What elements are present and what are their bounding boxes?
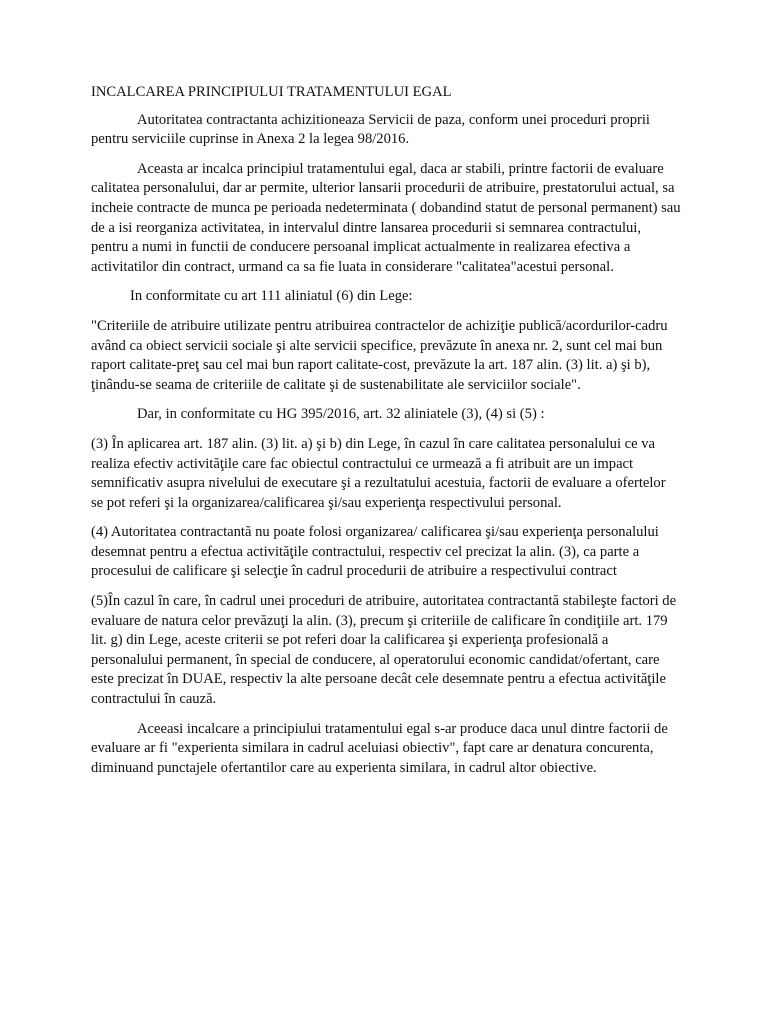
- paragraph-hg-reference: Dar, in conformitate cu HG 395/2016, art. 32 aliniatele (3), (4) si (5) :: [137, 406, 545, 423]
- paragraph-argument: Aceasta ar incalca principiul tratamentului egal, daca ar stabili, printre factorii de evaluare calitatea personalului, dar ar permite, ulterior lansarii procedurii de atribuire, prestatorului actual, sa incheie contracte de munca pe perioada nedeterminata ( dobandind statut de personal permanent) sau de a isi reorganiza activitatea, in intervalul dintre lansarea procedurii si semnarea contractului, pentru a numi in functii de conducere persoanal implicat actualmente in realizarea efectiva a activitatilor din contract, urmand ca sa fie luata in considerare "calitatea"acestui personal.: [91, 160, 681, 275]
- paragraph-law-reference: In conformitate cu art 111 aliniatul (6) din Lege:: [130, 288, 413, 305]
- paragraph-conclusion: Aceeasi incalcare a principiului tratamentului egal s-ar produce daca unul dintre factorii de evaluare ar fi "experienta similara in cadrul aceluiasi obiectiv", fapt care ar denatura concurenta, diminuand punctajele ofertantilor care au experienta similara, in cadrul altor obiective.: [91, 720, 668, 776]
- paragraph-article-5: (5)În cazul în care, în cadrul unei proceduri de atribuire, autoritatea contractantă stabileşte factori de evaluare de natura celor prevăzuţi la alin. (3), precum şi criteriile de calificare în condiţiile art. 179 lit. g) din Lege, aceste criterii se pot referi doar la calificarea şi experienţa profesională a personalului permanent, în special de conducere, al operatorului economic candidat/ofertant, care este precizat în DUAE, respectiv la alte persoane decât cele desemnate pentru a efectua activităţile contractului în cauză.: [91, 593, 677, 708]
- paragraph-article-4: (4) Autoritatea contractantă nu poate folosi organizarea/ calificarea şi/sau experienţa personalului desemnat pentru a efectua activităţile contractului, respectiv cel precizat la alin. (3), ca parte a procesului de calificare şi selecţie în cadrul procedurii de atribuire a respectivului contract: [91, 524, 659, 580]
- document-title: INCALCAREA PRINCIPIULUI TRATAMENTULUI EGAL: [91, 84, 452, 100]
- document-page: [91, 83, 681, 788]
- paragraph-article-3: (3) În aplicarea art. 187 alin. (3) lit. a) şi b) din Lege, în cazul în care calitatea personalului ce va realiza efectiv activităţile care fac obiectul contractului ce urmează a fi atribuit are un impact semnificativ asupra nivelului de executare şi a rezultatului acestuia, factorii de evaluare a ofertelor se pot referi şi la organizarea/calificarea şi/sau experienţa respectivului personal.: [91, 435, 666, 511]
- paragraph-intro: Autoritatea contractanta achizitioneaza Servicii de paza, conform unei proceduri proprii pentru serviciile cuprinse in Anexa 2 la legea 98/2016.: [91, 111, 650, 148]
- paragraph-law-quote: "Criteriile de atribuire utilizate pentru atribuirea contractelor de achiziţie publică/acordurilor-cadru având ca obiect servicii sociale şi alte servicii specifice, prevăzute în anexa nr. 2, sunt cel mai bun raport calitate-preţ sau cel mai bun raport calitate-cost, prevăzute la art. 187 alin. (3) lit. a) şi b), ţinându-se seama de criteriile de calitate şi de sustenabilitate ale serviciilor sociale".: [91, 317, 668, 393]
